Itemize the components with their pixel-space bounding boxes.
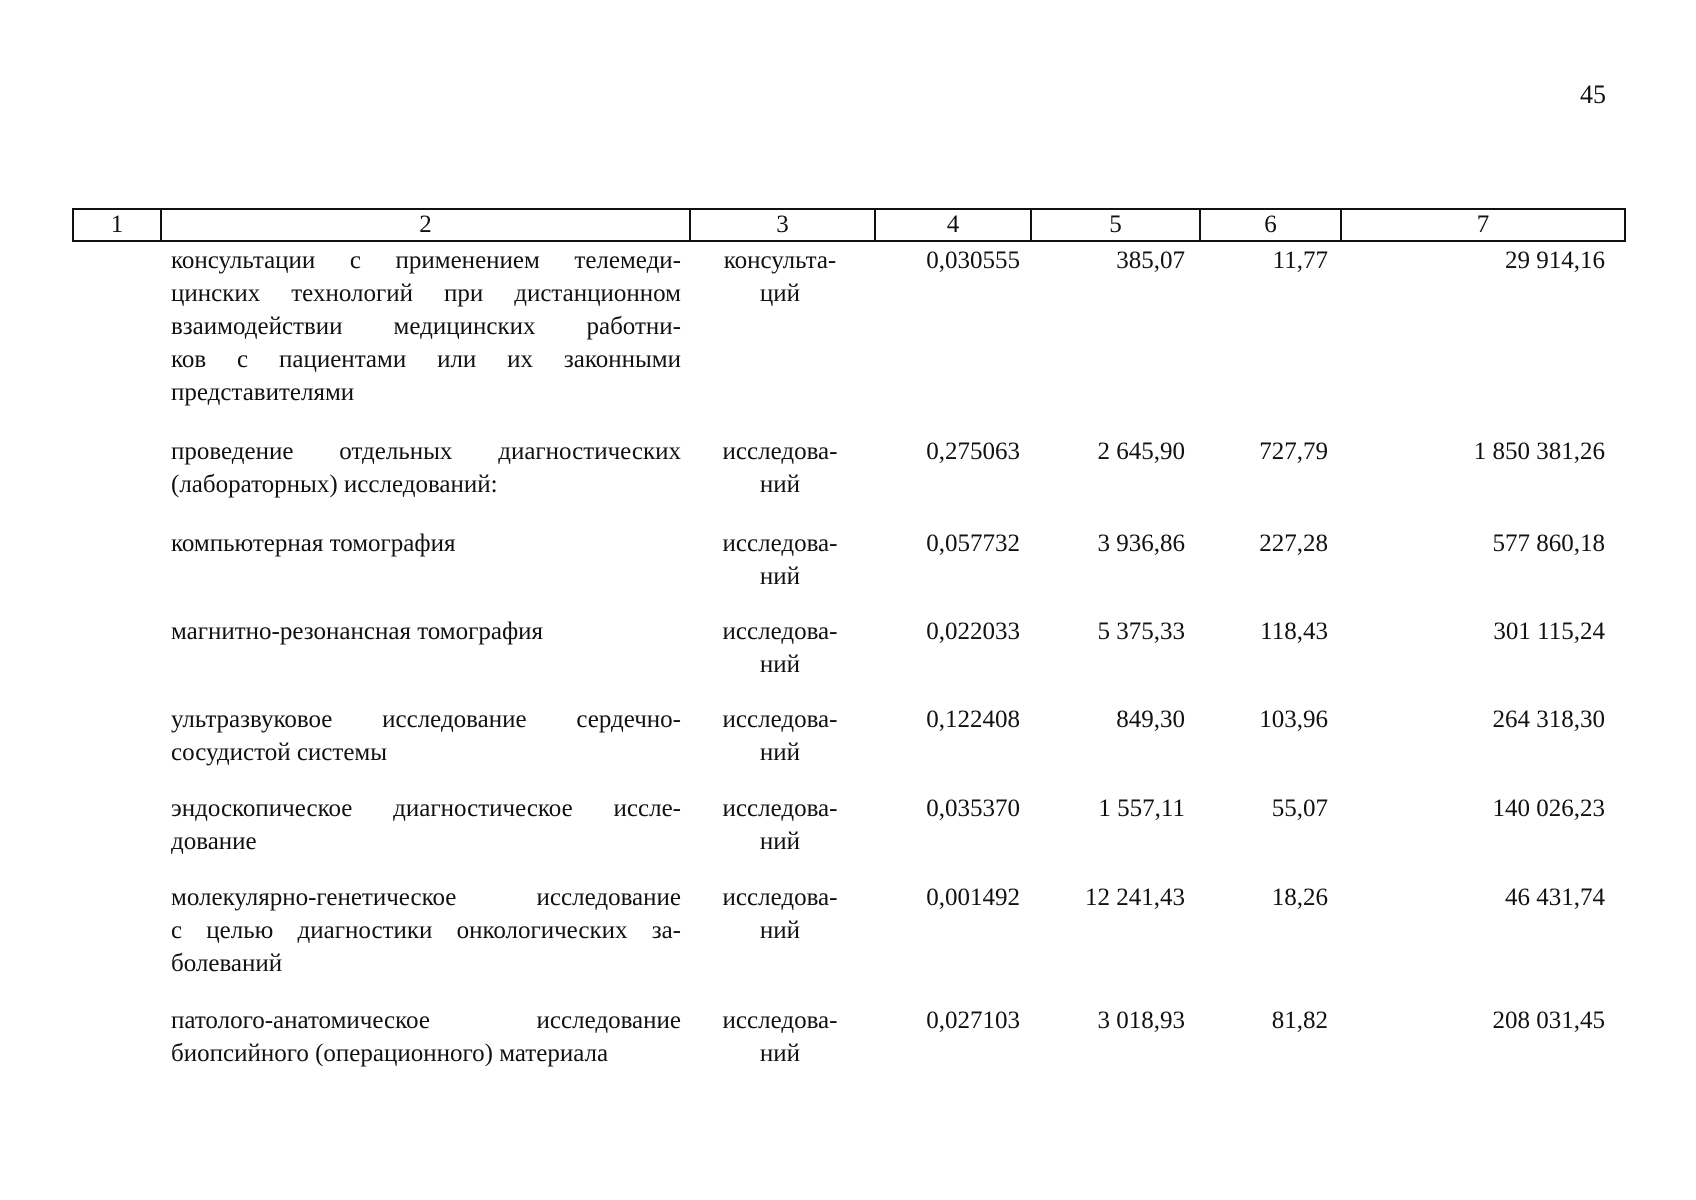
volume-per-person: 0,122408 [926,706,1020,733]
unit-line: ний [759,651,801,678]
total-cost: 29 914,16 [1505,247,1605,274]
unit-of-measure [700,615,860,681]
page-number: 45 [1580,80,1606,109]
cost-per-unit: 3 018,93 [1097,1007,1185,1034]
per-capita-norm: 55,07 [1271,795,1328,822]
service-name-line: цинских технологий при дистанционном [171,280,681,307]
service-name-line: биопсийного (операционного) материала [171,1040,609,1067]
unit-line: исследова- [722,438,838,465]
unit-line: исследова- [722,884,838,911]
cost-per-unit: 2 645,90 [1097,438,1185,465]
per-capita-norm: 118,43 [1260,618,1328,645]
unit-line: консульта- [723,247,837,274]
volume-per-person: 0,057732 [926,530,1020,557]
unit-line: ний [759,1040,801,1067]
header-col-2: 2 [161,209,690,241]
service-name-line: взаимодействии медицинских работни- [171,313,681,340]
header-col-1: 1 [73,209,161,241]
unit-line: ний [759,917,801,944]
total-cost: 208 031,45 [1492,1007,1605,1034]
service-name-line: ультразвуковое исследование сердечно- [171,706,681,733]
cost-per-unit: 385,07 [1116,247,1185,274]
header-col-6: 6 [1200,209,1341,241]
volume-per-person: 0,022033 [926,618,1020,645]
total-cost: 264 318,30 [1492,706,1605,733]
unit-line: исследова- [722,530,838,557]
unit-line: ций [759,280,801,307]
service-name-line: ков с пациентами или их законными [171,346,681,373]
per-capita-norm: 103,96 [1259,706,1328,733]
cost-per-unit: 3 936,86 [1097,530,1185,557]
unit-line: исследова- [722,618,838,645]
header-col-5: 5 [1031,209,1200,241]
service-name-line: магнитно-резонансная томография [171,618,544,645]
service-name-line: (лабораторных) исследований: [171,471,498,498]
cost-per-unit: 1 557,11 [1098,795,1185,822]
unit-of-measure [700,703,860,769]
unit-of-measure [700,792,860,858]
volume-per-person: 0,027103 [926,1007,1020,1034]
cost-per-unit: 849,30 [1116,706,1185,733]
service-name-line: проведение отдельных диагностических [171,438,681,465]
cost-per-unit: 5 375,33 [1097,618,1185,645]
header-col-3: 3 [690,209,875,241]
unit-line: исследова- [722,706,838,733]
unit-line: ний [759,739,801,766]
service-name-line: молекулярно-генетическое исследование [171,884,681,911]
total-cost: 140 026,23 [1492,795,1605,822]
service-name [171,435,681,501]
service-name [171,703,681,769]
service-name [171,615,681,648]
service-name-line: эндоскопическое диагностическое иссле- [171,795,681,822]
total-cost: 301 115,24 [1493,618,1605,645]
unit-line: исследова- [722,1007,838,1034]
unit-of-measure [700,1004,860,1070]
service-name [171,881,681,980]
service-name-line: дование [171,828,257,855]
header-col-7: 7 [1341,209,1625,241]
per-capita-norm: 227,28 [1259,530,1328,557]
per-capita-norm: 727,79 [1259,438,1328,465]
service-name [171,244,681,409]
total-cost: 1 850 381,26 [1473,438,1605,465]
service-name [171,792,681,858]
volume-per-person: 0,035370 [926,795,1020,822]
service-name [171,527,681,560]
service-name [171,1004,681,1070]
total-cost: 577 860,18 [1492,530,1605,557]
service-name-line: сосудистой системы [171,739,388,766]
column-number-header [72,208,1626,242]
total-cost: 46 431,74 [1505,884,1605,911]
per-capita-norm: 81,82 [1271,1007,1328,1034]
volume-per-person: 0,001492 [926,884,1020,911]
service-name-line: представителями [171,379,355,406]
service-name-line: патолого-анатомическое исследование [171,1007,681,1034]
unit-of-measure [700,244,860,310]
header-col-4: 4 [875,209,1031,241]
per-capita-norm: 18,26 [1271,884,1328,911]
service-name-line: с целью диагностики онкологических за- [171,917,681,944]
service-name-line: болеваний [171,950,283,977]
volume-per-person: 0,275063 [926,438,1020,465]
unit-of-measure [700,527,860,593]
unit-of-measure [700,881,860,947]
per-capita-norm: 11,77 [1272,247,1328,274]
cost-per-unit: 12 241,43 [1085,884,1185,911]
unit-line: ний [759,563,801,590]
service-name-line: компьютерная томография [171,530,456,557]
unit-line: ний [759,471,801,498]
service-name-line: консультации с применением телемеди- [171,247,681,274]
unit-line: ний [759,828,801,855]
unit-of-measure [700,435,860,501]
unit-line: исследова- [722,795,838,822]
volume-per-person: 0,030555 [926,247,1020,274]
